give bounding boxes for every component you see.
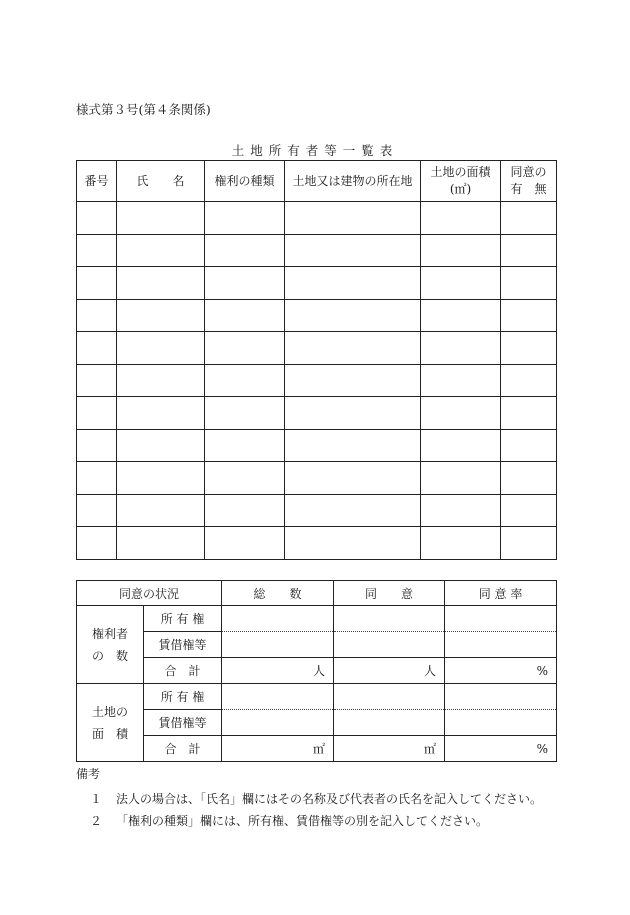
area-cell[interactable] — [421, 364, 501, 397]
remarks-heading: 備考 — [76, 767, 101, 781]
rights-sum-agree[interactable]: 人 — [334, 658, 445, 684]
area-cell[interactable] — [421, 234, 501, 267]
name-cell[interactable] — [117, 364, 205, 397]
header-consent — [501, 161, 557, 202]
location-cell[interactable] — [285, 202, 421, 235]
name-cell[interactable] — [117, 234, 205, 267]
location-cell[interactable] — [285, 462, 421, 495]
area-sum-label: 合 計 — [144, 736, 222, 762]
header-total: 総 数 — [222, 581, 334, 606]
table-row — [77, 202, 557, 235]
area-lease-rate[interactable] — [445, 710, 557, 736]
name-cell[interactable] — [117, 202, 205, 235]
location-cell[interactable] — [285, 397, 421, 430]
rights-holders-label — [77, 606, 144, 684]
area-sum-row — [77, 736, 557, 762]
header-number: 番号 — [77, 161, 117, 202]
right-type-cell[interactable] — [205, 332, 285, 365]
table-row — [77, 494, 557, 527]
name-cell[interactable] — [117, 332, 205, 365]
area-cell[interactable] — [421, 527, 501, 560]
consent-cell[interactable] — [501, 234, 557, 267]
number-cell[interactable] — [77, 397, 117, 430]
right-type-cell[interactable] — [205, 494, 285, 527]
name-cell[interactable] — [117, 267, 205, 300]
name-cell[interactable] — [117, 299, 205, 332]
header-name: 氏 名 — [117, 161, 205, 202]
page-title: 土地所有者等一覧表 — [231, 143, 399, 158]
area-ownership-row — [77, 684, 557, 710]
right-type-cell[interactable] — [205, 299, 285, 332]
location-cell[interactable] — [285, 332, 421, 365]
remarks-section — [76, 765, 542, 832]
consent-header-row — [77, 581, 557, 606]
area-cell[interactable] — [421, 332, 501, 365]
number-cell[interactable] — [77, 462, 117, 495]
number-cell[interactable] — [77, 494, 117, 527]
consent-cell[interactable] — [501, 364, 557, 397]
area-cell[interactable] — [421, 462, 501, 495]
area-ownership-total[interactable] — [222, 684, 334, 710]
right-type-cell[interactable] — [205, 527, 285, 560]
table-row — [77, 332, 557, 365]
location-cell[interactable] — [285, 527, 421, 560]
header-area — [421, 161, 501, 202]
location-cell[interactable] — [285, 267, 421, 300]
area-cell[interactable] — [421, 202, 501, 235]
rights-ownership-agree[interactable] — [334, 606, 445, 632]
rights-lease-label: 賃借権等 — [144, 632, 222, 658]
number-cell[interactable] — [77, 299, 117, 332]
name-cell[interactable] — [117, 527, 205, 560]
area-cell[interactable] — [421, 299, 501, 332]
header-area-line1: 土地の面積 — [430, 165, 491, 179]
right-type-cell[interactable] — [205, 267, 285, 300]
area-label-line1: 土地の — [91, 704, 128, 719]
table-row — [77, 429, 557, 462]
header-consent-status: 同意の状況 — [77, 581, 222, 606]
rights-lease-total[interactable] — [222, 632, 334, 658]
rights-lease-row — [77, 632, 557, 658]
name-cell[interactable] — [117, 397, 205, 430]
rights-ownership-rate[interactable] — [445, 606, 557, 632]
consent-cell[interactable] — [501, 299, 557, 332]
consent-status-table — [76, 580, 557, 762]
right-type-cell[interactable] — [205, 397, 285, 430]
area-sum-total[interactable]: ㎡ — [222, 736, 334, 762]
area-lease-agree[interactable] — [334, 710, 445, 736]
number-cell[interactable] — [77, 202, 117, 235]
remark-text: 法人の場合は、「氏名」欄にはその名称及び代表者の氏名を記入してください。 — [116, 792, 543, 806]
rights-lease-rate[interactable] — [445, 632, 557, 658]
landowner-table — [76, 160, 557, 560]
number-cell[interactable] — [77, 527, 117, 560]
form-number: 様式第３号(第４条関係) — [76, 102, 211, 117]
number-cell[interactable] — [77, 429, 117, 462]
rights-sum-row — [77, 658, 557, 684]
consent-cell[interactable] — [501, 267, 557, 300]
table-row — [77, 527, 557, 560]
location-cell[interactable] — [285, 494, 421, 527]
consent-cell[interactable] — [501, 332, 557, 365]
area-cell[interactable] — [421, 267, 501, 300]
header-location: 土地又は建物の所在地 — [285, 161, 421, 202]
header-area-line2: (㎡) — [449, 182, 472, 196]
header-consent-line2: 有 無 — [510, 182, 547, 196]
location-cell[interactable] — [285, 234, 421, 267]
right-type-cell[interactable] — [205, 202, 285, 235]
area-sum-agree[interactable]: ㎡ — [334, 736, 445, 762]
rights-label-line1: 権利者 — [91, 626, 128, 641]
location-cell[interactable] — [285, 429, 421, 462]
remark-number: ２ — [90, 814, 103, 828]
consent-cell[interactable] — [501, 429, 557, 462]
area-ownership-label: 所 有 権 — [144, 684, 222, 710]
remark-item — [90, 788, 542, 810]
header-consent-line1: 同意の — [510, 165, 547, 179]
area-ownership-rate[interactable] — [445, 684, 557, 710]
right-type-cell[interactable] — [205, 234, 285, 267]
table-row — [77, 299, 557, 332]
area-lease-label: 賃借権等 — [144, 710, 222, 736]
right-type-cell[interactable] — [205, 429, 285, 462]
rights-sum-label: 合 計 — [144, 658, 222, 684]
location-cell[interactable] — [285, 364, 421, 397]
right-type-cell[interactable] — [205, 462, 285, 495]
area-lease-total[interactable] — [222, 710, 334, 736]
consent-cell[interactable] — [501, 494, 557, 527]
location-cell[interactable] — [285, 299, 421, 332]
consent-cell[interactable] — [501, 527, 557, 560]
header-agree: 同 意 — [334, 581, 445, 606]
land-area-label — [77, 684, 144, 762]
consent-cell[interactable] — [501, 202, 557, 235]
header-right-type: 権利の種類 — [205, 161, 285, 202]
header-rate: 同 意 率 — [445, 581, 557, 606]
table-header-row — [77, 161, 557, 202]
rights-ownership-total[interactable] — [222, 606, 334, 632]
name-cell[interactable] — [117, 494, 205, 527]
area-cell[interactable] — [421, 429, 501, 462]
remark-text: 「権利の種類」欄には、所有権、賃借権等の別を記入してください。 — [116, 814, 489, 828]
number-cell[interactable] — [77, 234, 117, 267]
table-row — [77, 397, 557, 430]
consent-cell[interactable] — [501, 462, 557, 495]
rights-lease-agree[interactable] — [334, 632, 445, 658]
area-lease-row — [77, 710, 557, 736]
number-cell[interactable] — [77, 267, 117, 300]
area-ownership-agree[interactable] — [334, 684, 445, 710]
name-cell[interactable] — [117, 429, 205, 462]
rights-sum-rate[interactable]: % — [445, 658, 557, 684]
area-cell[interactable] — [421, 494, 501, 527]
rights-label-line2: の 数 — [91, 648, 128, 663]
number-cell[interactable] — [77, 364, 117, 397]
area-label-line2: 面 積 — [91, 726, 128, 741]
name-cell[interactable] — [117, 462, 205, 495]
table-row — [77, 267, 557, 300]
table-row — [77, 234, 557, 267]
consent-cell[interactable] — [501, 397, 557, 430]
rights-sum-total[interactable]: 人 — [222, 658, 334, 684]
remark-number: １ — [90, 792, 103, 806]
table-row — [77, 462, 557, 495]
remark-item — [90, 810, 542, 832]
rights-ownership-row — [77, 606, 557, 632]
rights-ownership-label: 所 有 権 — [144, 606, 222, 632]
right-type-cell[interactable] — [205, 364, 285, 397]
number-cell[interactable] — [77, 332, 117, 365]
area-cell[interactable] — [421, 397, 501, 430]
area-sum-rate[interactable]: % — [445, 736, 557, 762]
table-row — [77, 364, 557, 397]
